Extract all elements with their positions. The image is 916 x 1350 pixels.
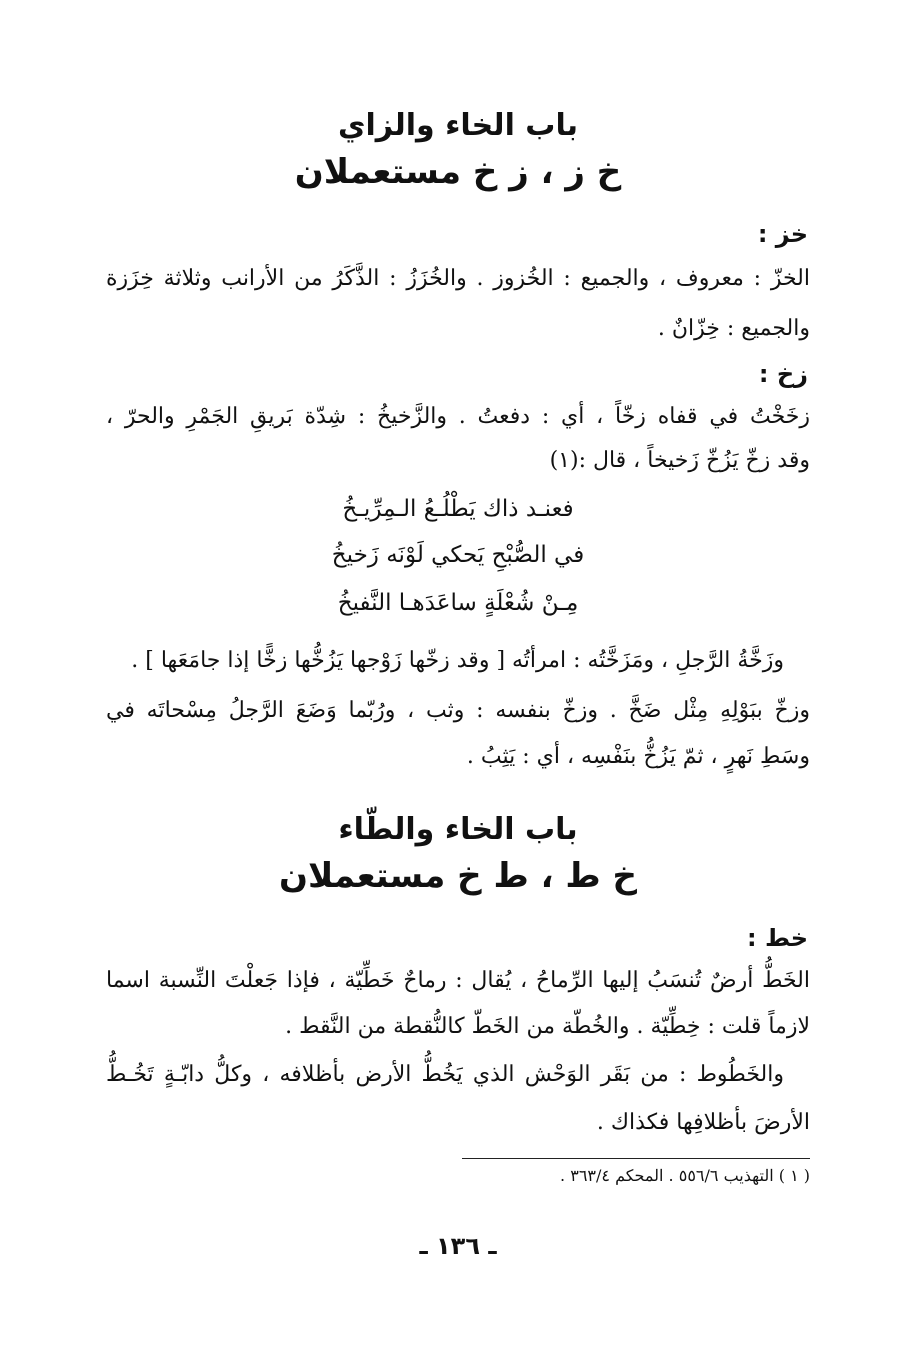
entry-line: الأرضَ بأظلافِها فكذاك . <box>596 1110 810 1135</box>
section-title-kha-ta: باب الخاء والطّاء <box>338 812 578 847</box>
poem-verse: مِـنْ شُعْلَةٍ ساعَدَهـا النَّفيخُ <box>337 590 579 616</box>
entry-line: الخزّ : معروف ، والجميع : الخُزوز . والخُزَزُ : الذَّكَرُ من الأرانب وثلاثة خِزَزة <box>106 266 810 291</box>
section-subtitle-kha-zay: خ ز ، ز خ مستعملان <box>294 152 622 192</box>
entry-line: وسَطِ نَهرٍ ، ثمّ يَزُخُّ بنَفْسِه ، أي : يَثِبُ . <box>466 744 810 769</box>
entry-line: وزخّ ببَوْلِهِ مِثْل ضَخَّ . وزخّ بنفسه : وثب ، ورُبّما وَضَعَ الرَّجلُ مِسْحاتَه في <box>106 698 810 723</box>
section-subtitle-kha-ta: خ ط ، ط خ مستعملان <box>278 856 638 896</box>
section-title-kha-zay: باب الخاء والزاي <box>338 108 578 143</box>
entry-line: والخَطُوط : من بَقَر الوَحْش الذي يَخُطُّ الأرض بأظلافه ، وكلُّ دابّـةٍ تَخُـطُّ <box>106 1062 784 1087</box>
poem-verse: في الصُّبْحِ يَحكي لَوْنَه زَخيخُ <box>331 542 585 568</box>
entry-line: زخَخْتُ في قفاه زخّاً ، أي : دفعتُ . والزَّخيخُ : شِدّة بَريقِ الجَمْرِ والحرّ ، <box>106 404 810 429</box>
entry-line: الخَطُّ أرضٌ تُنسَبُ إليها الرِّماحُ ، يُقال : رماحٌ خَطِّيّة ، فإذا جَعلْتَ النِّسبة اسما <box>106 968 810 993</box>
entry-head-zakh: زخ : <box>758 360 808 388</box>
footnote-divider <box>462 1158 810 1159</box>
footnote: ( ١ ) التهذيب ٥٥٦/٦ . المحكم ٣٦٣/٤ . <box>560 1166 810 1185</box>
entry-line: والجميع : خِزّانٌ . <box>657 316 810 341</box>
entry-line: وقد زخّ يَزُخّ زَخيخاً ، قال :(١) <box>549 448 810 473</box>
entry-head-khaz: خز : <box>757 220 808 248</box>
page-number: ـ ١٣٦ ـ <box>419 1232 497 1260</box>
entry-line: وزَخَّةُ الرَّجلِ ، ومَزَخَّتُه : امرأتُه [ وقد زخّها زَوْجها يَزُخُّها زخًّا إذا جامَعَها ] . <box>131 648 784 673</box>
entry-head-khat: خط : <box>747 924 808 952</box>
entry-line: لازماً قلت : خِطِّيّة . والخُطّة من الخَطّ كالنُّقطة من النَّقط . <box>285 1014 810 1039</box>
poem-verse: فعنـد ذاك يَطْلُـعُ الـمِرِّيـخُ <box>342 496 574 522</box>
